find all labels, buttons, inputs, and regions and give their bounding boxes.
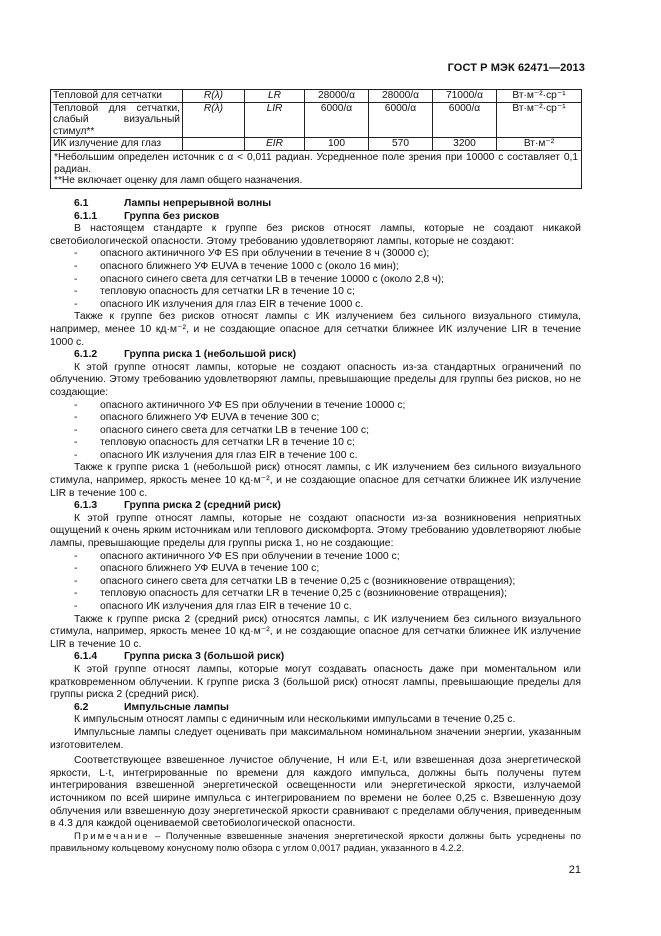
table-cell: 28000/α [305,90,369,103]
table-cell: LIR [245,102,305,138]
list-dash: - [74,424,78,436]
table-cell: R(λ) [183,102,245,138]
list-item-text: опасного синего света для сетчатки LB в течение 0,25 с (возникновение отвращения); [100,575,516,587]
list-item-text: опасного ближнего УФ EUVA в течение 100 с; [100,563,320,575]
list-item-text: тепловую опасность для сетчатки LR в течение 10 с; [100,437,355,449]
section-number: 6.1.1 [74,210,98,222]
list-dash: - [74,601,78,612]
limits-table [50,89,582,189]
list-item [50,412,581,425]
list-dash: - [74,550,78,562]
list-item-text: опасного синего света для сетчатки LB в течение 10000 с (около 2,8 ч); [100,273,444,285]
table-cell: Вт·м⁻²·ср⁻¹ [497,90,582,103]
list-item-text: опасного синего света для сетчатки LB в течение 100 с; [100,424,369,436]
section-heading [50,211,581,224]
list-item [50,261,581,274]
table-cell: 71000/α [433,90,497,103]
section-heading [50,702,581,715]
list-dash: - [74,449,78,461]
table-cell: Вт·м⁻² [497,138,582,151]
table-note: *Небольшим определен источник с α < 0,011 радиан. Усредненное поле зрения при 10000 с составляет 0,1 радиан. [54,151,578,175]
list-dash: - [74,412,78,424]
list-dash: - [74,298,78,310]
paragraph: К импульсным относят лампы с единичным или несколькими импульсами в течение 0,25 с. [74,714,516,726]
paragraph: Также к группе риска 2 (средний риск) относятся лампы, с ИК излучением без сильного визуального стимула, например, яркость менее 10 кд·м⁻², и не создающие опасное для сетчатки ближнее ИК излучение LIR в течение 10 с. [50,613,581,650]
table-cell: 570 [369,138,433,151]
table-cell: 100 [305,138,369,151]
table-cell: 6000/α [433,102,497,138]
paragraph: Импульсные лампы следует оценивать при максимальном номинальном значении энергии, указанным изготовителем. [50,726,581,751]
table-note: **Не включает оценку для ламп общего назначения. [54,175,303,187]
list-dash: - [74,260,78,272]
list-dash: - [74,273,78,285]
table-cell: 3200 [433,138,497,151]
list-item-text: опасного ИК излучения для глаз EIR в течение 100 с. [100,449,358,461]
section-title: Группа риска 1 (небольшой риск) [124,349,297,361]
list-item [50,425,581,438]
paragraph: Соответствующее взвешенное лучистое облучение, H или E·t, или взвешенная доза энергетической яркости, L·t, интегрированные по времени для каждого импульса, должны быть получены путем интегрирования взвешенной энергетической освещенности или энергетической яркости, излучаемой источником по всей ширине импульса с интегрированием по времени не более 0,25 с. Взвешенную дозу облучения или взвешенную дозу энергетической яркости сравнивают с пределами облучения, приведенным в 4.3 для каждой оцениваемой светобиологической опасности. [50,755,581,830]
list-item [50,551,581,564]
list-item-text: опасного актиничного УФ ES при облучении в течение 8 ч (30000 с); [100,248,430,260]
list-item [50,400,581,413]
list-item [50,437,581,450]
table-cell: EIR [245,138,305,151]
list-item-text: опасного ближнего УФ EUVA в течение 300 с; [100,412,320,424]
section-title: Импульсные лампы [124,701,229,713]
section-number: 6.1 [74,198,89,209]
table-cell: Тепловой для сетчатки [51,90,183,103]
section-number: 6.1.3 [74,500,98,512]
table-cell: 6000/α [369,102,433,138]
list-item [50,450,581,463]
list-dash: - [74,575,78,587]
list-dash: - [74,399,78,411]
table-cell: Тепловой для сетчатки, слабый визуальный стимул** [51,102,183,138]
paragraph: К этой группе относят лампы, которые не создают опасности из-за возникновения неприятных ощущений к очень ярким источникам или теплового дискомфорта. Этому требованию удовлетворяют любые лампы, превышающие пределы для группы риска 1, но не создающие: [50,512,581,550]
list-dash: - [74,248,78,260]
list-item-text: опасного актиничного УФ ES при облучении в течение 1000 с; [100,550,400,562]
list-item-text: опасного актиничного УФ ES при облучении в течение 10000 с; [100,399,406,411]
document-header: ГОСТ Р МЭК 62471—2013 [447,62,585,74]
section-title: Группа риска 2 (средний риск) [124,500,281,512]
table-notes-row [51,150,582,188]
section-number: 6.1.2 [74,349,98,361]
list-item-text: опасного ИК излучения для глаз EIR в течение 1000 с. [100,298,364,310]
list-item [50,274,581,287]
list-item-text: тепловую опасность для сетчатки LR в течение 0,25 с (возникновение отвращения); [100,588,507,600]
list-dash: - [74,286,78,298]
list-item [50,576,581,589]
table-cell: 6000/α [305,102,369,138]
document-body [50,198,581,856]
list-dash: - [74,563,78,575]
section-heading [50,500,581,513]
paragraph: Также к группе риска 1 (небольшой риск) относят лампы, с ИК излучением без сильного визуального стимула, например, яркость менее 10 кд·м⁻², и не создающие опасное для сетчатки ближнее ИК излучение LIR в течение 100 с. [50,462,581,499]
section-heading [50,349,581,362]
list-item-text: опасного ближнего УФ EUVA в течение 1000 с (около 16 мин); [100,260,399,272]
list-dash: - [74,437,78,449]
table-cell: ИК излучение для глаз [51,138,183,151]
table-cell: R(λ) [183,90,245,103]
note-label: Примечание [74,830,150,842]
table-row [51,138,582,151]
table-notes [51,150,582,188]
list-item [50,286,581,299]
table-cell: Вт·м⁻²·ср⁻¹ [497,102,582,138]
list-item [50,601,581,614]
note-paragraph [50,831,581,856]
list-item [50,248,581,261]
page-number: 21 [568,864,581,876]
section-heading [50,198,581,211]
table-cell [183,138,245,151]
paragraph: В настоящем стандарте к группе без рисков относят лампы, которые не создают никакой светобиологической опасности. Этому требованию удовлетворяют лампы, которые не создают: [50,223,581,247]
paragraph: К этой группе относят лампы, которые не создают опасность из-за стандартных ограничений по облучению. Этому требованию удовлетворяют лампы, превышающие пределы для группы без рисков, но не создающие: [50,361,581,398]
list-item [50,299,581,312]
note-text: – Полученные взвешенные значения энергетической яркости должны быть усреднены по правильному кольцевому конусному полю обзора с углом 0,0017 радиан, указанного в 4.2.2. [50,830,582,855]
list-item-text: тепловую опасность для сетчатки LR в течение 10 с; [100,286,355,298]
section-heading [50,651,581,664]
paragraph: К этой группе относят лампы, которые могут создавать опасность даже при моментальном или кратковременном облучении. К группе риска 3 (большой риск) относят лампы, превышающие пределы для группы риска 2 (средний риск). [50,663,581,701]
paragraph: Также к группе без рисков относят лампы с ИК излучением без сильного визуального стимула, например, менее 10 кд·м⁻², и не создающие опасное для сетчатки ближнее ИК излучение LIR в течение 1000 с. [50,311,581,348]
table-row [51,90,582,103]
table-row [51,102,582,138]
section-title: Группа риска 3 (большой риск) [124,651,285,663]
list-dash: - [74,588,78,600]
section-title: Группа без рисков [124,210,220,222]
section-title: Лампы непрерывной волны [124,198,272,209]
section-number: 6.2 [74,701,89,713]
list-item [50,588,581,601]
list-item-text: опасного ИК излучения для глаз EIR в течение 10 с. [100,601,352,612]
list-item [50,563,581,576]
table-cell: LR [245,90,305,103]
section-number: 6.1.4 [74,651,98,663]
table-cell: 28000/α [369,90,433,103]
